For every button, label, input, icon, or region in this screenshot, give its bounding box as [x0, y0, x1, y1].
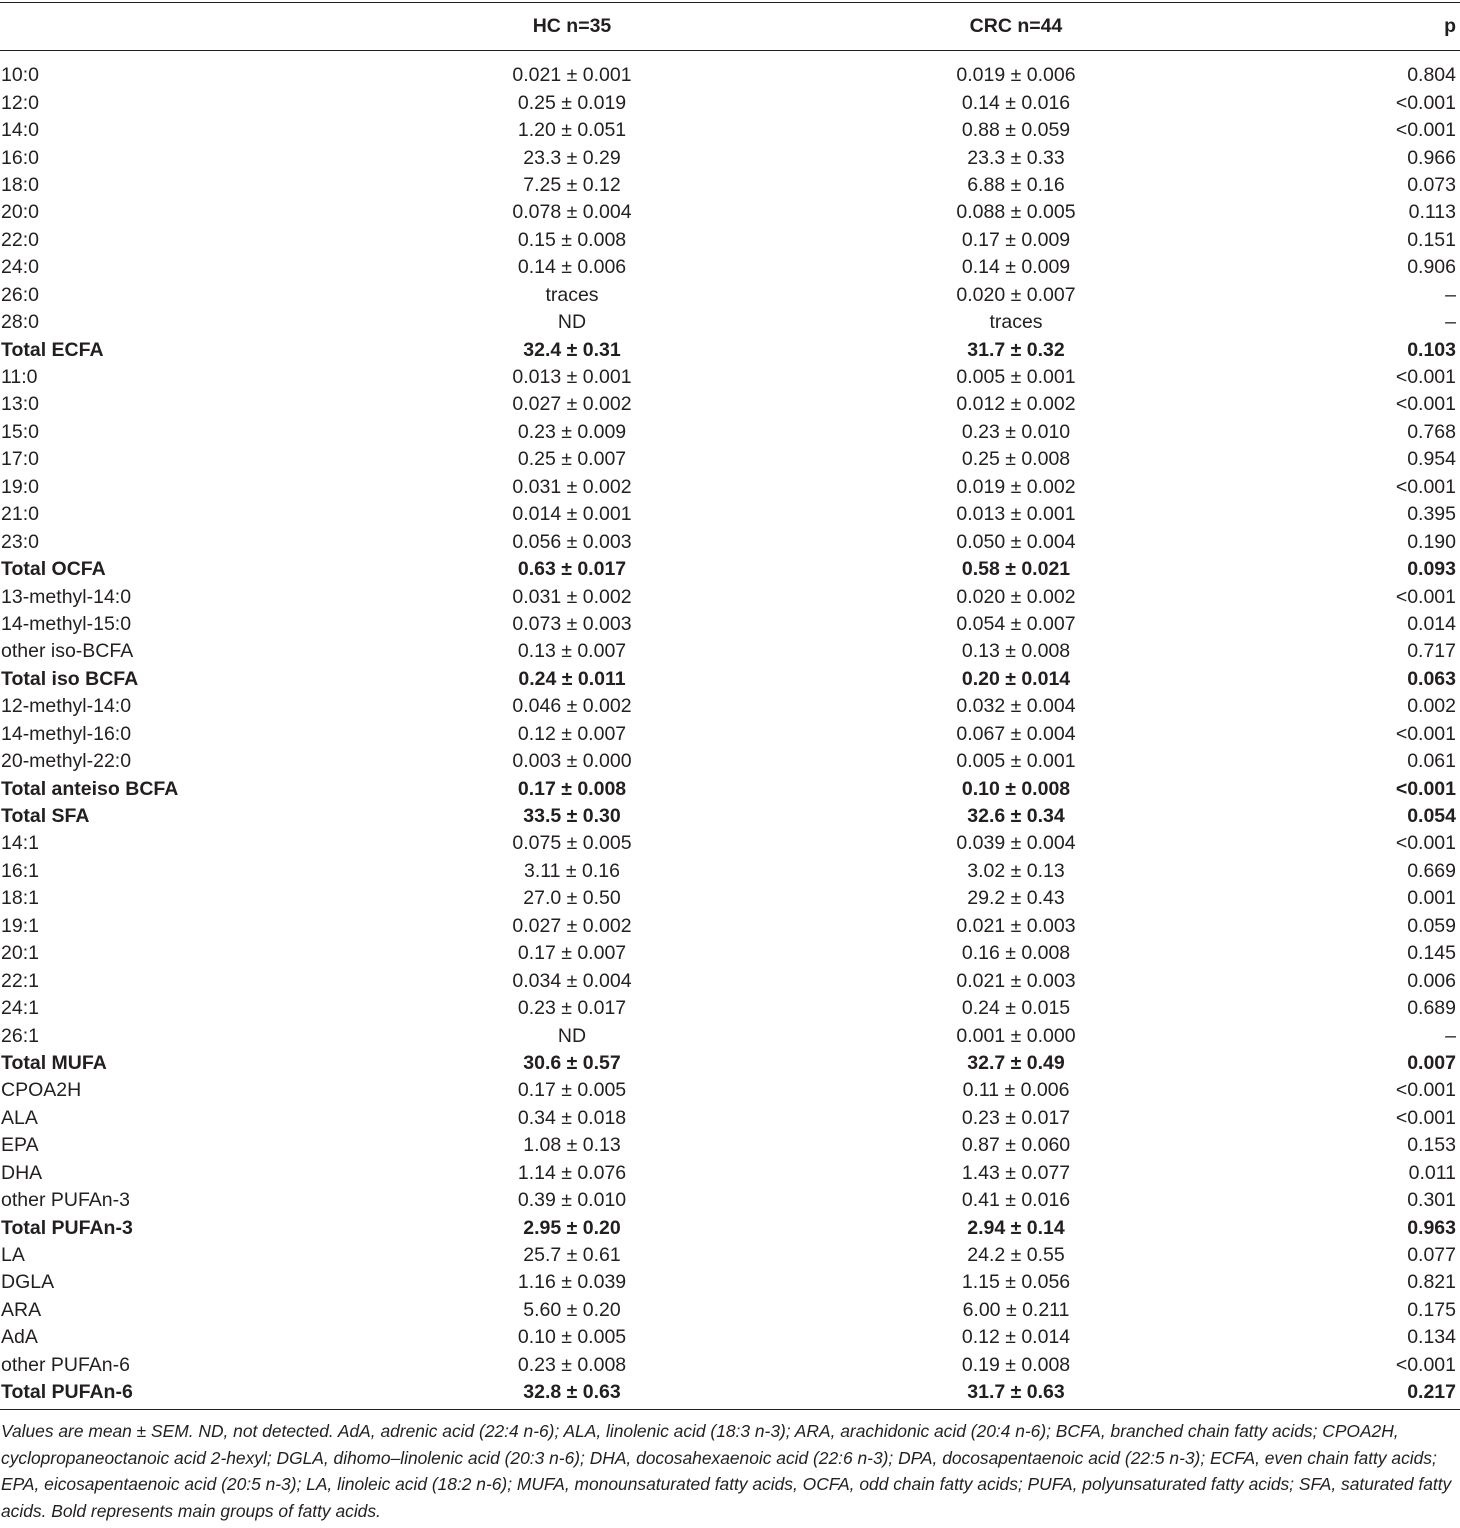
- hc-value: 0.003 ± 0.000: [512, 750, 632, 773]
- crc-value: 6.88 ± 0.16: [967, 173, 1065, 196]
- row-label: 26:1: [1, 1024, 39, 1047]
- p-value: <0.001: [1395, 777, 1456, 800]
- table-row: [0, 1297, 1460, 1324]
- row-label: 26:0: [1, 283, 39, 306]
- crc-value: 1.43 ± 0.077: [961, 1161, 1071, 1184]
- p-value: 0.906: [1407, 256, 1456, 279]
- hc-value: 0.34 ± 0.018: [517, 1106, 627, 1129]
- hc-value: 3.11 ± 0.16: [524, 859, 620, 882]
- crc-value: 0.019 ± 0.002: [956, 475, 1076, 498]
- crc-value: 0.88 ± 0.059: [961, 119, 1071, 142]
- p-value: <0.001: [1395, 366, 1456, 389]
- crc-value: 0.021 ± 0.003: [956, 914, 1076, 937]
- crc-value: 0.14 ± 0.016: [961, 91, 1071, 114]
- hc-value: 0.63 ± 0.017: [517, 558, 627, 581]
- row-label: 22:1: [1, 969, 39, 992]
- row-label: Total iso BCFA: [1, 667, 139, 690]
- row-label: 24:0: [1, 256, 39, 279]
- hc-value: traces: [545, 283, 599, 306]
- crc-value: 0.11 ± 0.006: [962, 1079, 1070, 1102]
- p-value: 0.011: [1408, 1161, 1456, 1184]
- p-value: 0.395: [1407, 503, 1456, 526]
- row-label: 19:0: [1, 475, 39, 498]
- table-footnote: Values are mean ± SEM. ND, not detected. AdA, adrenic acid (22:4 n-6); ALA, linolenic acid (18:3 n-3); ARA, arachidonic acid (20:4 n-6); BCFA, branched chain fatty acids; CPOA2H, cyclopropaneoctanoic acid 2-hexyl; DGLA, dihomo–linolenic acid (20:3 n-6); DHA, docosahexaenoic acid (22:6 n-3); DPA, docosapentaenoic acid (22:5 n-3); ECFA, even chain fatty acids; EPA, eicosapentaenoic acid (20:5 n-3); LA, linoleic acid (18:2 n-6); MUFA, monounsaturated fatty acids, OCFA, odd chain fatty acids; PUFA, polyunsaturated fatty acids; SFA, saturated fatty acids. Bold represents main groups of fatty acids.: [1, 1421, 1452, 1521]
- row-label: DHA: [1, 1161, 43, 1184]
- p-value: 0.007: [1407, 1051, 1456, 1074]
- row-label: 28:0: [1, 311, 39, 334]
- crc-value: 24.2 ± 0.55: [967, 1244, 1065, 1267]
- table-row: [0, 638, 1460, 665]
- p-value: 0.063: [1407, 667, 1456, 690]
- table-row: [0, 583, 1460, 610]
- table-row: [0, 748, 1460, 775]
- p-value: 0.151: [1407, 228, 1456, 251]
- p-value: 0.190: [1407, 530, 1456, 553]
- row-label: 13-methyl-14:0: [1, 585, 132, 608]
- p-value: <0.001: [1395, 1353, 1456, 1376]
- p-value: 0.113: [1408, 201, 1456, 224]
- crc-value: 0.088 ± 0.005: [956, 201, 1076, 224]
- table-row: [0, 89, 1460, 116]
- hc-value: 0.25 ± 0.019: [517, 91, 627, 114]
- hc-value: 1.16 ± 0.039: [517, 1271, 627, 1294]
- p-value: –: [1445, 311, 1456, 334]
- crc-value: 6.00 ± 0.211: [962, 1298, 1070, 1321]
- crc-value: 0.25 ± 0.008: [961, 448, 1071, 471]
- crc-value: 0.20 ± 0.014: [961, 667, 1071, 690]
- crc-value: 0.032 ± 0.004: [956, 695, 1076, 718]
- table-row: [0, 501, 1460, 528]
- row-label: EPA: [1, 1134, 39, 1157]
- table-total-row: [0, 1214, 1460, 1241]
- hc-value: 0.25 ± 0.007: [517, 448, 627, 471]
- hc-value: 0.046 ± 0.002: [512, 695, 632, 718]
- row-label: 23:0: [1, 530, 39, 553]
- table-row: [0, 1242, 1460, 1269]
- row-label: 12-methyl-14:0: [1, 695, 132, 718]
- table-header: [0, 3, 1460, 50]
- table-body: [0, 51, 1460, 1406]
- row-label: LA: [1, 1244, 25, 1267]
- table-row: [0, 1269, 1460, 1296]
- crc-value: 31.7 ± 0.32: [967, 338, 1065, 361]
- table-row: [0, 1187, 1460, 1214]
- hc-value: 0.12 ± 0.007: [517, 722, 627, 745]
- row-label: 24:1: [1, 997, 39, 1020]
- row-label: 19:1: [1, 914, 39, 937]
- row-label: AdA: [1, 1326, 38, 1349]
- p-value: 0.014: [1407, 612, 1456, 635]
- table-total-row: [0, 1050, 1460, 1077]
- table-row: [0, 144, 1460, 171]
- row-label: other PUFAn-3: [1, 1189, 130, 1212]
- hc-value: ND: [557, 1024, 587, 1047]
- row-label: 10:0: [1, 64, 39, 87]
- hc-value: 33.5 ± 0.30: [523, 805, 621, 828]
- table-row: [0, 1105, 1460, 1132]
- row-label: ARA: [1, 1298, 42, 1321]
- crc-value: 1.15 ± 0.056: [961, 1271, 1071, 1294]
- p-value: 0.175: [1407, 1298, 1456, 1321]
- header-p: p: [1444, 15, 1456, 37]
- row-label: Total PUFAn-6: [1, 1381, 133, 1404]
- hc-value: 30.6 ± 0.57: [523, 1051, 621, 1074]
- crc-value: 32.7 ± 0.49: [967, 1051, 1065, 1074]
- row-label: Total anteiso BCFA: [1, 777, 179, 800]
- table-total-row: [0, 1379, 1460, 1406]
- crc-value: 3.02 ± 0.13: [967, 859, 1065, 882]
- hc-value: 0.17 ± 0.007: [517, 942, 627, 965]
- hc-value: 0.15 ± 0.008: [517, 228, 627, 251]
- hc-value: 0.075 ± 0.005: [512, 832, 632, 855]
- p-value: 0.001: [1407, 887, 1456, 910]
- row-label: 13:0: [1, 393, 39, 416]
- crc-value: 0.23 ± 0.010: [961, 420, 1071, 443]
- table-row: [0, 254, 1460, 281]
- row-label: Total OCFA: [1, 558, 106, 581]
- crc-value: 0.021 ± 0.003: [956, 969, 1076, 992]
- crc-value: 23.3 ± 0.33: [967, 146, 1065, 169]
- fatty-acid-table: [0, 2, 1460, 1524]
- crc-value: 0.012 ± 0.002: [956, 393, 1076, 416]
- hc-value: 1.14 ± 0.076: [517, 1161, 627, 1184]
- p-value: 0.103: [1407, 338, 1456, 361]
- table-row: [0, 528, 1460, 555]
- table-row: [0, 885, 1460, 912]
- p-value: 0.054: [1407, 805, 1456, 828]
- hc-value: 0.031 ± 0.002: [512, 475, 632, 498]
- row-label: Total ECFA: [1, 338, 104, 361]
- crc-value: 0.41 ± 0.016: [961, 1189, 1071, 1212]
- row-label: 21:0: [1, 503, 39, 526]
- crc-value: 0.001 ± 0.000: [956, 1024, 1076, 1047]
- header-hc: HC n=35: [532, 15, 612, 37]
- hc-value: 0.24 ± 0.011: [518, 667, 626, 690]
- table-row: [0, 1160, 1460, 1187]
- p-value: <0.001: [1395, 1106, 1456, 1129]
- p-value: 0.145: [1407, 942, 1456, 965]
- crc-value: 0.054 ± 0.007: [956, 612, 1076, 635]
- crc-value: 0.067 ± 0.004: [956, 722, 1076, 745]
- table-row: [0, 62, 1460, 89]
- p-value: 0.669: [1407, 859, 1456, 882]
- hc-value: 1.08 ± 0.13: [523, 1134, 621, 1157]
- crc-value: 0.87 ± 0.060: [961, 1134, 1071, 1157]
- row-label: 16:0: [1, 146, 39, 169]
- hc-value: 32.8 ± 0.63: [523, 1381, 621, 1404]
- row-label: 17:0: [1, 448, 39, 471]
- crc-value: 0.039 ± 0.004: [956, 832, 1076, 855]
- hc-value: 0.39 ± 0.010: [517, 1189, 627, 1212]
- row-label: Total PUFAn-3: [1, 1216, 133, 1239]
- crc-value: 0.58 ± 0.021: [961, 558, 1071, 581]
- crc-value: 32.6 ± 0.34: [967, 805, 1065, 828]
- header-crc: CRC n=44: [969, 15, 1063, 37]
- hc-value: 0.14 ± 0.006: [517, 256, 627, 279]
- hc-value: 0.031 ± 0.002: [512, 585, 632, 608]
- hc-value: 0.021 ± 0.001: [512, 64, 632, 87]
- hc-value: 1.20 ± 0.051: [517, 119, 627, 142]
- p-value: 0.059: [1407, 914, 1456, 937]
- p-value: 0.689: [1407, 997, 1456, 1020]
- p-value: 0.073: [1407, 173, 1456, 196]
- table-total-row: [0, 803, 1460, 830]
- table-row: [0, 940, 1460, 967]
- table-row: [0, 967, 1460, 994]
- p-value: 0.821: [1407, 1271, 1456, 1294]
- p-value: <0.001: [1395, 393, 1456, 416]
- crc-value: 0.13 ± 0.008: [961, 640, 1071, 663]
- table-row: [0, 858, 1460, 885]
- p-value: 0.301: [1407, 1189, 1456, 1212]
- table-row: [0, 1132, 1460, 1159]
- table-row: [0, 1077, 1460, 1104]
- crc-value: 31.7 ± 0.63: [967, 1381, 1065, 1404]
- crc-value: 2.94 ± 0.14: [967, 1216, 1065, 1239]
- hc-value: 2.95 ± 0.20: [523, 1216, 621, 1239]
- row-label: 12:0: [1, 91, 39, 114]
- p-value: 0.002: [1407, 695, 1456, 718]
- p-value: <0.001: [1395, 832, 1456, 855]
- table-row: [0, 474, 1460, 501]
- row-label: DGLA: [1, 1271, 55, 1294]
- table-total-row: [0, 336, 1460, 363]
- hc-value: 0.13 ± 0.007: [517, 640, 627, 663]
- p-value: <0.001: [1395, 1079, 1456, 1102]
- hc-value: 0.027 ± 0.002: [512, 914, 632, 937]
- crc-value: 0.12 ± 0.014: [961, 1326, 1071, 1349]
- p-value: 0.768: [1407, 420, 1456, 443]
- crc-value: 0.24 ± 0.015: [961, 997, 1071, 1020]
- p-value: <0.001: [1395, 585, 1456, 608]
- crc-value: traces: [989, 311, 1043, 334]
- crc-value: 0.050 ± 0.004: [956, 530, 1076, 553]
- hc-value: 0.056 ± 0.003: [512, 530, 632, 553]
- hc-value: 0.013 ± 0.001: [512, 366, 632, 389]
- p-value: <0.001: [1395, 722, 1456, 745]
- table-row: [0, 227, 1460, 254]
- p-value: 0.134: [1407, 1326, 1456, 1349]
- row-label: 20:1: [1, 942, 39, 965]
- table-row: [0, 721, 1460, 748]
- crc-value: 0.14 ± 0.009: [961, 256, 1071, 279]
- table-row: [0, 1022, 1460, 1049]
- table-row: [0, 309, 1460, 336]
- hc-value: 0.034 ± 0.004: [512, 969, 632, 992]
- hc-value: 0.17 ± 0.008: [517, 777, 627, 800]
- hc-value: 25.7 ± 0.61: [523, 1244, 621, 1267]
- hc-value: 0.17 ± 0.005: [517, 1079, 627, 1102]
- hc-value: 0.10 ± 0.005: [517, 1326, 627, 1349]
- hc-value: 5.60 ± 0.20: [523, 1298, 621, 1321]
- hc-value: 0.014 ± 0.001: [512, 503, 632, 526]
- p-value: 0.717: [1407, 640, 1456, 663]
- row-label: other PUFAn-6: [1, 1353, 130, 1376]
- row-label: 18:0: [1, 173, 39, 196]
- crc-value: 0.005 ± 0.001: [956, 750, 1076, 773]
- hc-value: 0.073 ± 0.003: [512, 612, 632, 635]
- row-label: Total MUFA: [1, 1051, 107, 1074]
- hc-value: 0.23 ± 0.008: [517, 1353, 627, 1376]
- crc-value: 0.19 ± 0.008: [961, 1353, 1071, 1376]
- hc-value: 7.25 ± 0.12: [523, 173, 621, 196]
- table-row: [0, 913, 1460, 940]
- hc-value: 27.0 ± 0.50: [523, 887, 621, 910]
- row-label: 11:0: [1, 366, 38, 389]
- table-total-row: [0, 666, 1460, 693]
- row-label: 14-methyl-15:0: [1, 612, 132, 635]
- p-value: 0.804: [1407, 64, 1456, 87]
- row-label: 16:1: [1, 859, 39, 882]
- row-label: CPOA2H: [1, 1079, 82, 1102]
- row-label: 18:1: [1, 887, 39, 910]
- crc-value: 0.16 ± 0.008: [961, 942, 1071, 965]
- row-label: 20:0: [1, 201, 39, 224]
- hc-value: ND: [557, 311, 587, 334]
- p-value: <0.001: [1395, 119, 1456, 142]
- crc-value: 0.17 ± 0.009: [961, 228, 1071, 251]
- p-value: <0.001: [1395, 91, 1456, 114]
- row-label: Total SFA: [1, 805, 90, 828]
- hc-value: 23.3 ± 0.29: [523, 146, 621, 169]
- table-total-row: [0, 775, 1460, 802]
- hc-value: 0.23 ± 0.017: [517, 997, 627, 1020]
- p-value: 0.217: [1407, 1381, 1456, 1404]
- table-row: [0, 693, 1460, 720]
- table-row: [0, 199, 1460, 226]
- table-row: [0, 830, 1460, 857]
- p-value: <0.001: [1395, 475, 1456, 498]
- crc-value: 0.013 ± 0.001: [956, 503, 1076, 526]
- row-label: 15:0: [1, 420, 39, 443]
- crc-value: 0.23 ± 0.017: [961, 1106, 1071, 1129]
- crc-value: 0.005 ± 0.001: [956, 366, 1076, 389]
- crc-value: 0.020 ± 0.002: [956, 585, 1076, 608]
- hc-value: 32.4 ± 0.31: [523, 338, 621, 361]
- table-row: [0, 611, 1460, 638]
- row-label: ALA: [1, 1106, 38, 1129]
- p-value: 0.061: [1407, 750, 1456, 773]
- row-label: other iso-BCFA: [1, 640, 134, 663]
- crc-value: 0.020 ± 0.007: [956, 283, 1076, 306]
- table-row: [0, 172, 1460, 199]
- row-label: 14-methyl-16:0: [1, 722, 132, 745]
- p-value: –: [1445, 283, 1456, 306]
- p-value: 0.954: [1407, 448, 1456, 471]
- hc-value: 0.078 ± 0.004: [512, 201, 632, 224]
- row-label: 20-methyl-22:0: [1, 750, 132, 773]
- hc-value: 0.23 ± 0.009: [517, 420, 627, 443]
- crc-value: 29.2 ± 0.43: [967, 887, 1065, 910]
- row-label: 14:0: [1, 119, 39, 142]
- p-value: 0.963: [1407, 1216, 1456, 1239]
- p-value: 0.966: [1407, 146, 1456, 169]
- p-value: 0.153: [1407, 1134, 1456, 1157]
- table-row: [0, 364, 1460, 391]
- table-row: [0, 117, 1460, 144]
- crc-value: 0.019 ± 0.006: [956, 64, 1076, 87]
- p-value: 0.077: [1407, 1244, 1456, 1267]
- table-row: [0, 1352, 1460, 1379]
- table-row: [0, 391, 1460, 418]
- hc-value: 0.027 ± 0.002: [512, 393, 632, 416]
- table-row: [0, 446, 1460, 473]
- table-row: [0, 419, 1460, 446]
- table-row: [0, 995, 1460, 1022]
- p-value: 0.093: [1407, 558, 1456, 581]
- row-label: 14:1: [1, 832, 39, 855]
- row-label: 22:0: [1, 228, 39, 251]
- table-total-row: [0, 556, 1460, 583]
- p-value: 0.006: [1407, 969, 1456, 992]
- crc-value: 0.10 ± 0.008: [961, 777, 1071, 800]
- p-value: –: [1445, 1024, 1456, 1047]
- table-row: [0, 282, 1460, 309]
- table-row: [0, 1324, 1460, 1351]
